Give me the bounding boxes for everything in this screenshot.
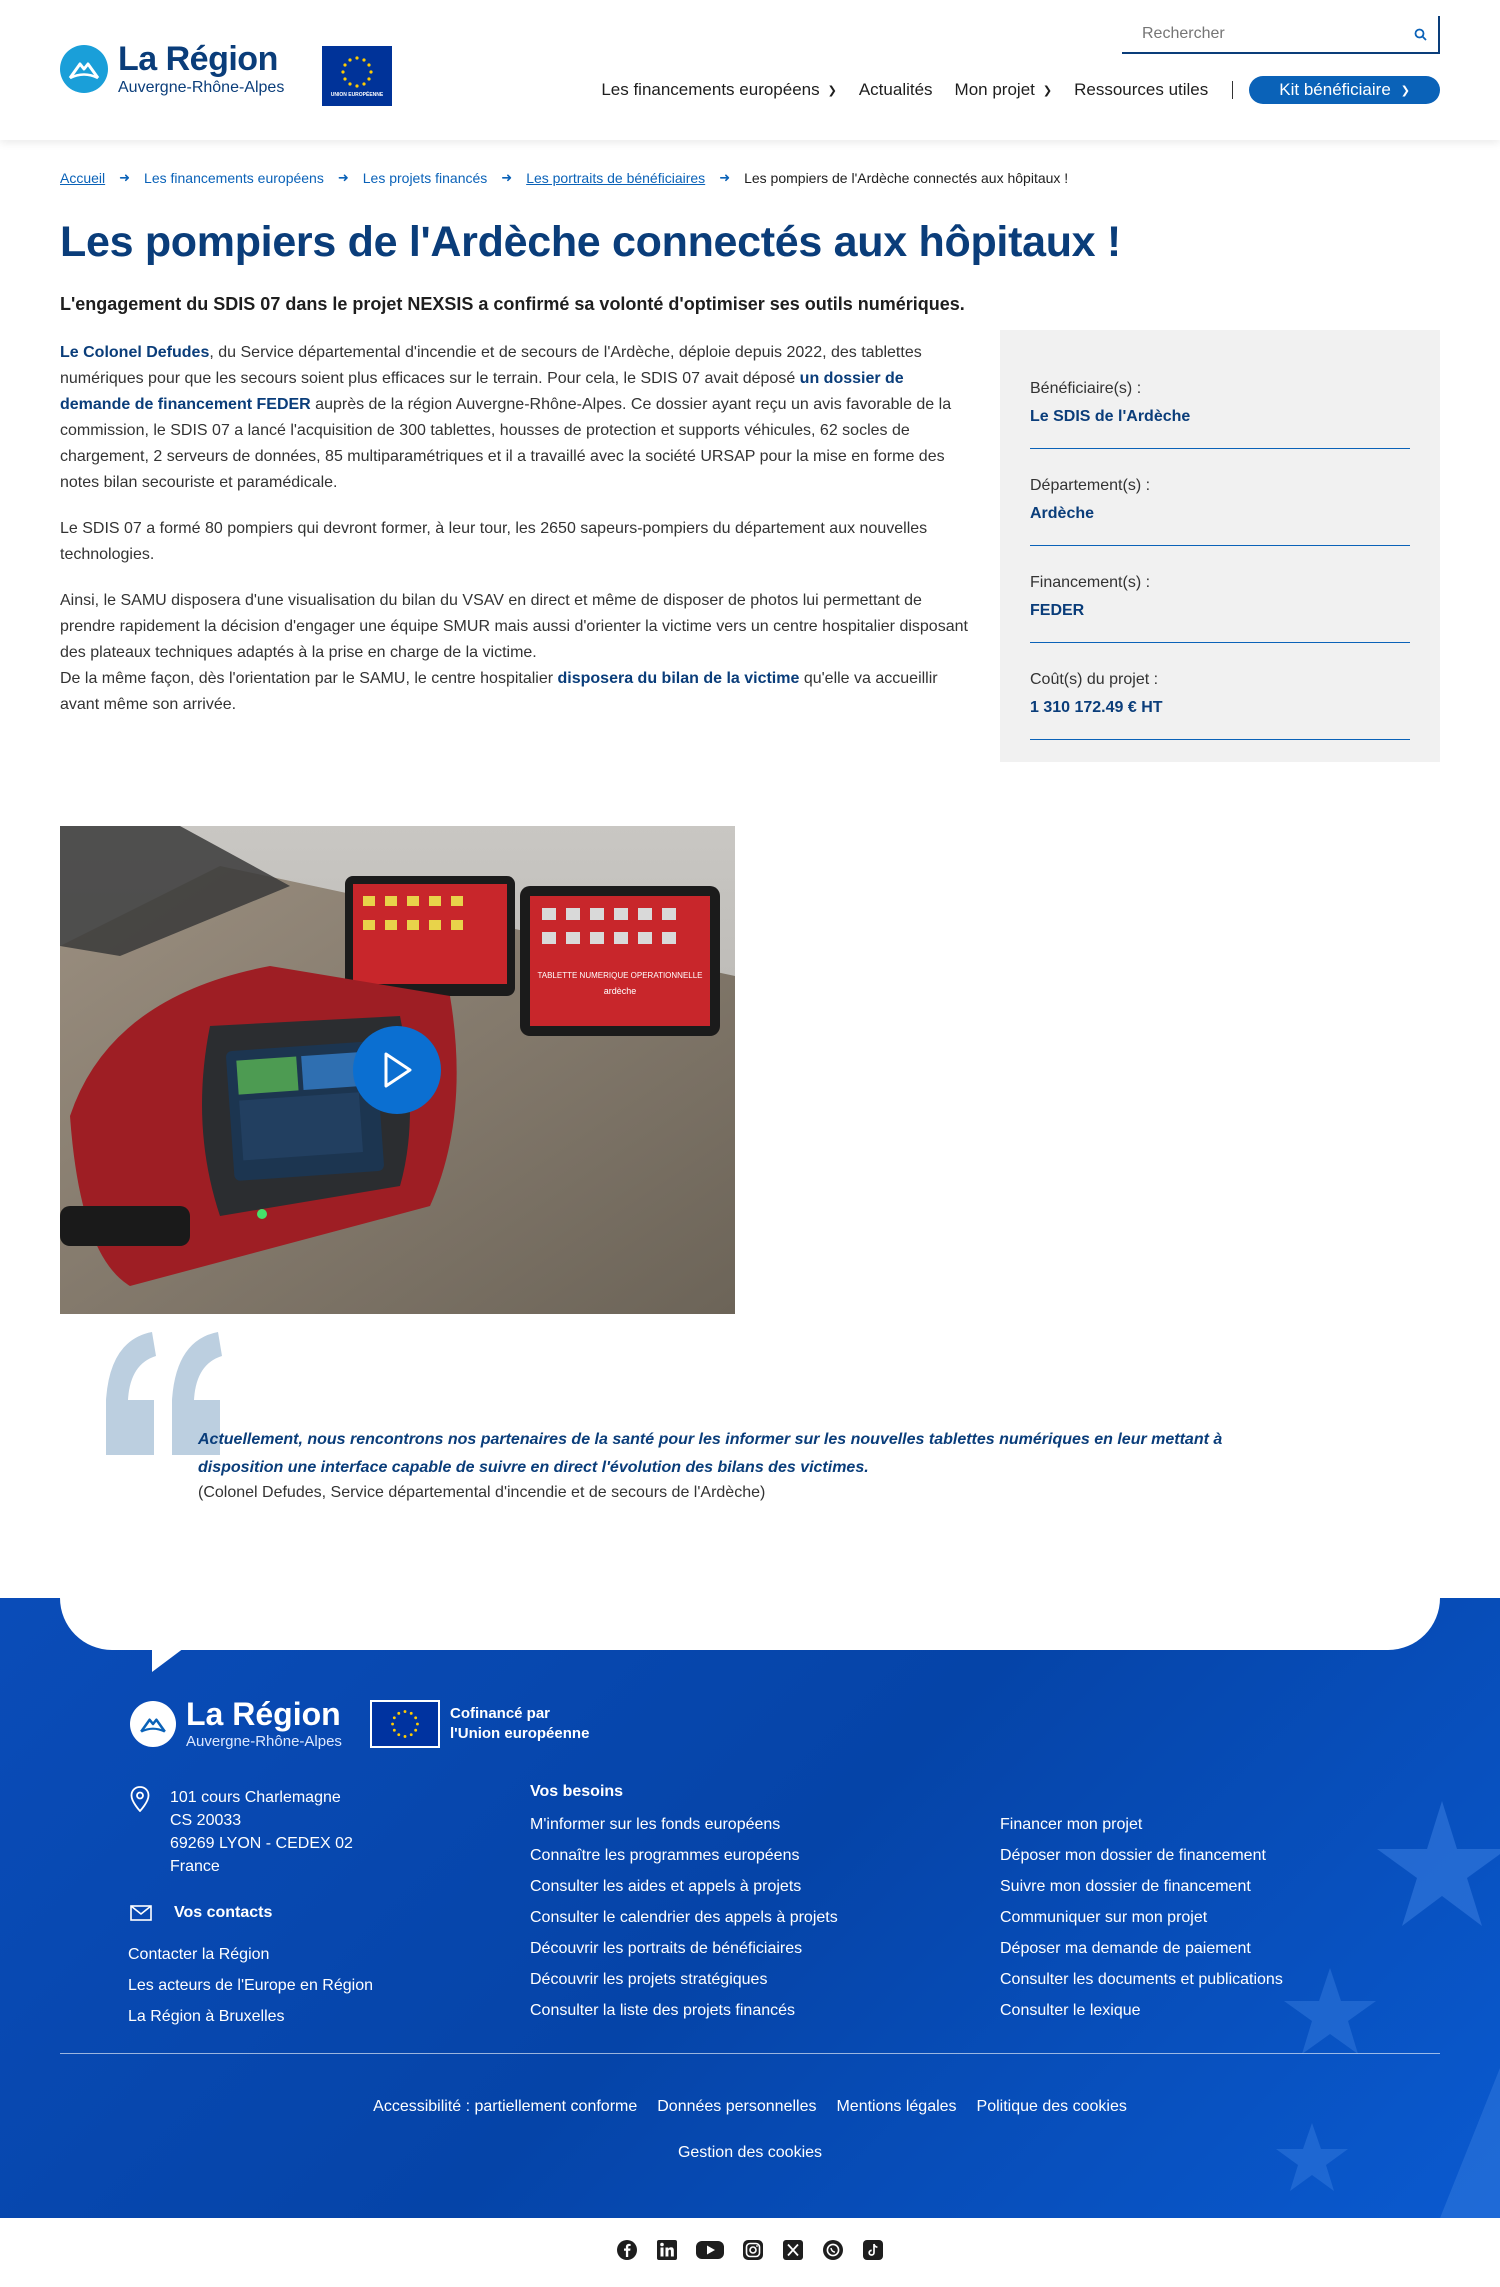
search-input[interactable] <box>1122 16 1402 52</box>
address-line: 101 cours Charlemagne <box>170 1789 341 1806</box>
legal-link-accessibilite[interactable]: Accessibilité : partiellement conforme <box>373 2098 638 2115</box>
needs-heading: Vos besoins <box>530 1783 624 1800</box>
contacts-heading <box>130 1904 272 1922</box>
mail-icon <box>130 1904 152 1922</box>
footer-link[interactable]: Découvrir les portraits de bénéficiaires <box>530 1940 803 1957</box>
address-line: 69269 LYON - CEDEX 02 <box>170 1835 353 1852</box>
site-header <box>0 0 1500 140</box>
whatsapp-icon[interactable] <box>821 2238 845 2262</box>
feder-dossier-link[interactable]: un dossier de demande de financement FEDER <box>60 370 904 413</box>
footer-link[interactable]: Communiquer sur mon projet <box>1000 1909 1208 1926</box>
logo-subtitle: Auvergne-Rhône-Alpes <box>118 79 285 96</box>
arrow-right-icon: ➜ <box>119 170 131 185</box>
nav-ressources[interactable] <box>1074 80 1208 100</box>
address-line: France <box>170 1858 220 1875</box>
tablet-caption: TABLETTE NUMERIQUE OPERATIONNELLE <box>537 971 703 980</box>
quote-text: Actuellement, nous rencontrons nos partenaires de la santé pour les informer sur les nouvelles tablettes numériques en leur mettant à disposition une interface capable de suivre en direct l'évolution des bilans des victimes. <box>198 1431 1223 1476</box>
paragraph-text: De la même façon, dès l'orientation par le SAMU, le centre hospitalier <box>60 670 558 687</box>
kit-beneficiaire-button[interactable] <box>1249 76 1440 104</box>
footer-bubble-tail <box>152 1648 184 1672</box>
cofinance-badge <box>370 1700 589 1748</box>
nav-mon-projet[interactable] <box>955 80 1053 100</box>
info-label: Financement(s) : <box>1030 574 1151 591</box>
footer-logo-subtitle: Auvergne-Rhône-Alpes <box>186 1733 342 1750</box>
video-player[interactable] <box>60 826 735 1314</box>
nav-label: Ressources utiles <box>1074 80 1209 99</box>
chevron-down-icon: ❯ <box>1400 84 1410 97</box>
location-pin-icon <box>130 1786 150 1812</box>
footer-link[interactable]: Déposer ma demande de paiement <box>1000 1940 1251 1957</box>
eu-label: UNION EUROPÉENNE <box>330 92 384 98</box>
instagram-icon[interactable] <box>741 2238 765 2262</box>
search-bar <box>1122 16 1440 54</box>
legal-links <box>0 2098 1500 2116</box>
nav-label: Les financements européens <box>601 80 820 99</box>
nav-financements[interactable] <box>601 80 837 100</box>
needs-list-2 <box>1000 1814 1283 2031</box>
play-icon <box>380 1050 414 1090</box>
legal-link-cookies-policy[interactable]: Politique des cookies <box>976 2098 1127 2115</box>
breadcrumb-current: Les pompiers de l'Ardèche connectés aux hôpitaux ! <box>744 170 1069 186</box>
linkedin-icon[interactable] <box>655 2238 679 2262</box>
paragraph-text: auprès de la région Auvergne-Rhône-Alpes. Ce dossier ayant reçu un avis favorable de la commission, le SDIS 07 a lancé l'acquisition de 300 tablettes, housses de protection et supports véhicules, 62 socles de chargement, 2 serveurs de données, 85 multiparamétriques et il a travaillé avec la société URSAP pour la mise en forme des notes bilan secouriste et paramédicale. <box>60 396 952 491</box>
info-departement <box>1030 477 1410 546</box>
legal-link-donnees[interactable]: Données personnelles <box>657 2098 817 2115</box>
eu-flag-icon <box>370 1700 440 1748</box>
logo-title: La Région <box>118 40 278 78</box>
footer-link[interactable]: Financer mon projet <box>1000 1816 1143 1833</box>
paragraph-text: , du Service départemental d'incendie et de secours de l'Ardèche, déploie depuis 2022, des tablettes numériques pour que les secours soient plus efficaces sur le terrain. Pour cela, le SDIS 07 avait déposé <box>60 344 922 387</box>
play-button[interactable] <box>353 1026 441 1114</box>
region-logo-icon <box>60 45 108 93</box>
info-beneficiaire <box>1030 380 1410 449</box>
footer-link[interactable]: Consulter la liste des projets financés <box>530 2002 796 2019</box>
info-label: Coût(s) du projet : <box>1030 671 1159 688</box>
cofinance-line: l'Union européenne <box>450 1725 590 1742</box>
article-paragraph: Ainsi, le SAMU disposera d'une visualisation du bilan du VSAV en direct et même de disposer de photos lui permettant de prendre rapidement la décision d'engager une équipe SMUR mais aussi d'orienter la victime vers un centre hospitalier disposant des plateaux techniques adaptés à la prise en charge de la victime. <box>60 592 968 661</box>
info-financement <box>1030 574 1410 643</box>
info-value: 1 310 172.49 € HT <box>1030 699 1163 716</box>
chevron-down-icon: ❯ <box>1042 84 1053 97</box>
breadcrumb-financements[interactable]: Les financements européens <box>144 170 324 186</box>
cookie-settings-link[interactable]: Gestion des cookies <box>677 2144 823 2161</box>
footer-link[interactable]: Découvrir les projets stratégiques <box>530 1971 768 1988</box>
project-info-box <box>1000 330 1440 762</box>
footer-link[interactable]: Consulter les documents et publications <box>1000 1971 1283 1988</box>
nav-label: Actualités <box>858 80 933 99</box>
footer-link[interactable]: La Région à Bruxelles <box>128 2008 285 2025</box>
article-paragraph: Le SDIS 07 a formé 80 pompiers qui devront former, à leur tour, les 2650 sapeurs-pompiers du département aux nouvelles technologies. <box>60 520 928 563</box>
breadcrumb-accueil[interactable]: Accueil <box>60 170 106 186</box>
footer-logo[interactable] <box>130 1698 342 1749</box>
needs-list-1 <box>530 1814 838 2031</box>
footer-link[interactable]: Connaître les programmes européens <box>530 1847 800 1864</box>
legal-link-mentions[interactable]: Mentions légales <box>836 2098 957 2115</box>
footer-link[interactable]: Consulter le calendrier des appels à projets <box>530 1909 838 1926</box>
address-line: CS 20033 <box>170 1812 242 1829</box>
facebook-icon[interactable] <box>615 2238 639 2262</box>
info-value: Ardèche <box>1030 505 1095 522</box>
bilan-victime-link[interactable]: disposera du bilan de la victime <box>557 670 800 687</box>
footer-link[interactable]: Déposer mon dossier de financement <box>1000 1847 1266 1864</box>
x-icon[interactable] <box>781 2238 805 2262</box>
article-body <box>60 340 970 738</box>
footer-link[interactable]: Consulter les aides et appels à projets <box>530 1878 802 1895</box>
info-cout <box>1030 671 1410 740</box>
info-label: Bénéficiaire(s) : <box>1030 380 1142 397</box>
footer-divider <box>60 2053 1440 2054</box>
arrow-right-icon: ➜ <box>337 170 349 185</box>
page-title: Les pompiers de l'Ardèche connectés aux hôpitaux ! <box>60 218 1121 266</box>
quote-author: (Colonel Defudes, Service départemental d'incendie et de secours de l'Ardèche) <box>198 1484 766 1501</box>
footer-bubble <box>60 1598 1440 1650</box>
footer-link[interactable]: Consulter le lexique <box>1000 2002 1141 2019</box>
info-value: Le SDIS de l'Ardèche <box>1030 408 1191 425</box>
article-lead: L'engagement du SDIS 07 dans le projet NEXSIS a confirmé sa volonté d'optimiser ses outils numériques. <box>60 294 965 314</box>
footer-link[interactable]: Suivre mon dossier de financement <box>1000 1878 1251 1895</box>
nav-separator <box>1232 81 1233 99</box>
breadcrumb-projets[interactable]: Les projets financés <box>362 170 488 186</box>
social-links <box>0 2238 1500 2262</box>
site-logo[interactable] <box>60 42 284 96</box>
breadcrumb-portraits[interactable]: Les portraits de bénéficiaires <box>526 170 706 186</box>
colonel-name: Le Colonel Defudes <box>60 344 210 361</box>
footer-link[interactable]: M'informer sur les fonds européens <box>530 1816 781 1833</box>
chevron-down-icon: ❯ <box>827 84 837 97</box>
paragraph-text: qu'elle va accueillir avant même son arrivée. <box>60 670 938 713</box>
article-paragraph <box>60 666 970 718</box>
nav-actualites[interactable] <box>859 80 933 100</box>
footer-logo-title: La Région <box>186 1696 341 1732</box>
youtube-icon[interactable] <box>695 2238 725 2262</box>
search-icon[interactable] <box>1402 28 1438 41</box>
info-value: FEDER <box>1030 602 1085 619</box>
cofinance-line: Cofinancé par <box>450 1705 551 1722</box>
kit-label: Kit bénéficiaire <box>1279 80 1391 99</box>
tiktok-icon[interactable] <box>861 2238 885 2262</box>
tablet-subcaption: ardèche <box>603 986 637 996</box>
contacts-heading-label: Vos contacts <box>174 1904 273 1921</box>
breadcrumb <box>60 170 1068 186</box>
contacts-list <box>128 1944 373 2037</box>
article-paragraph <box>60 340 970 496</box>
site-footer <box>0 1598 1500 2218</box>
footer-address <box>130 1786 353 1878</box>
main-nav <box>579 76 1440 104</box>
eu-flag-logo <box>322 46 392 106</box>
arrow-right-icon: ➜ <box>501 170 513 185</box>
nav-label: Mon projet <box>954 80 1035 99</box>
info-label: Département(s) : <box>1030 477 1151 494</box>
arrow-right-icon: ➜ <box>719 170 731 185</box>
footer-link[interactable]: Les acteurs de l'Europe en Région <box>128 1977 373 1994</box>
footer-link[interactable]: Contacter la Région <box>128 1946 270 1963</box>
region-logo-icon <box>130 1701 176 1747</box>
